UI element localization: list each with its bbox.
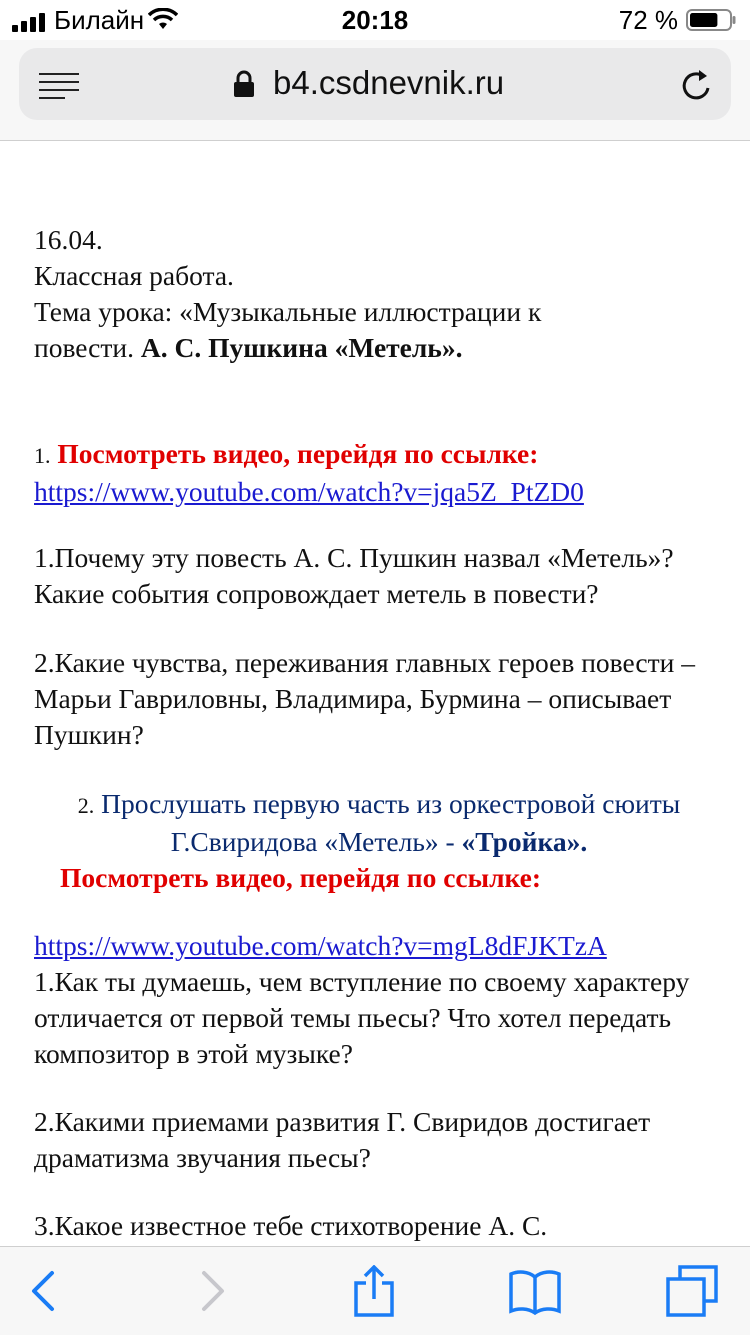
lock-icon [233,70,255,98]
carrier-name: Билайн [54,5,145,35]
book-icon[interactable] [508,1265,562,1317]
url-text[interactable]: b4.csdnevnik.ru [273,64,505,101]
question-2-2: 2.Какими приемами развития Г. Свиридов достигает драматизма звучания пьесы? [34,1106,651,1173]
question-1-1: 1.Почему эту повесть А. С. Пушкин назвал «Метель»? Какие события сопровождает метель в повести? [34,542,674,609]
browser-toolbar [0,1246,750,1335]
task-2-number: 2. [77,793,95,818]
reload-icon[interactable] [681,68,713,102]
task-2-line-2: Г.Свиридова «Метель» - [170,826,462,857]
topic-line-2: повести. [34,332,141,363]
lesson-date: 16.04. [34,224,103,255]
address-bar[interactable] [19,48,731,120]
question-2-3: 3.Какое известное тебе стихотворение А. С. [34,1210,548,1241]
task-2-video-link[interactable]: https://www.youtube.com/watch?v=mgL8dFJKTzA [34,930,607,961]
task-2-piece-title: «Тройка». [461,826,588,857]
topic-line-1: Тема урока: «Музыкальные иллюстрации к [34,296,542,327]
class-work-label: Классная работа. [34,260,234,291]
tabs-icon[interactable] [666,1265,718,1317]
task-1 [34,436,724,474]
share-icon[interactable] [348,1265,400,1317]
battery-percent: 72 % [618,5,678,35]
question-1-2: 2.Какие чувства, переживания главных героев повести – Марьи Гавриловны, Владимира, Бурмина – описывает Пушкин? [34,647,695,750]
chevron-left-icon[interactable] [20,1265,72,1317]
question-2-1: 1.Как ты думаешь, чем вступление по своему характеру отличается от первой темы пьесы? Что хотел передать композитор в этой музыке? [34,966,690,1069]
task-2 [34,786,724,896]
page-content [34,222,724,1244]
topic-title: А. С. Пушкина «Метель». [140,332,463,363]
task-1-number: 1. [34,443,51,468]
clock: 20:18 [341,5,409,35]
browser-top-bar [0,40,750,141]
task-1-instruction: Посмотреть видео, перейдя по ссылке: [57,438,539,469]
reader-view-icon[interactable] [39,72,81,100]
lesson-topic [34,294,724,366]
chevron-right-icon[interactable] [184,1265,236,1317]
battery-icon [686,9,736,31]
task-1-video-link[interactable]: https://www.youtube.com/watch?v=jqa5Z_PtZD0 [34,476,584,507]
task-2-line-1: Прослушать первую часть из оркестровой сюиты [101,788,681,819]
task-2-instruction: Посмотреть видео, перейдя по ссылке: [60,862,542,893]
status-bar [0,0,750,40]
